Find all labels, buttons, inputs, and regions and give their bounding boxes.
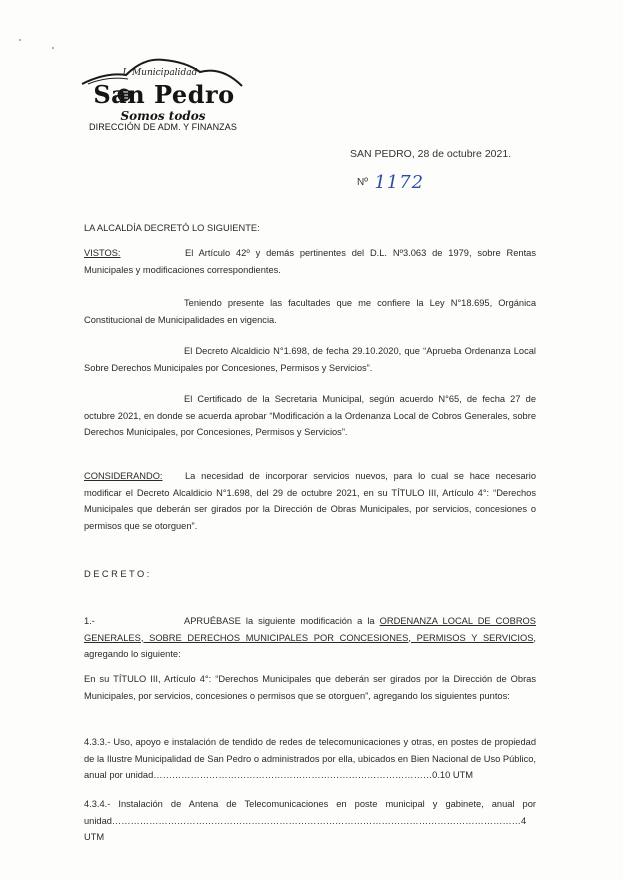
vistos-paragraph-3	[84, 343, 536, 376]
date-line: SAN PEDRO, 28 de octubre 2021.	[350, 148, 512, 160]
town-name: San Pedro	[93, 80, 235, 109]
vistos-1-text: El Artículo 42º y demás pertinentes del D.L. Nº3.063 de 1979, sobre Rentas Municipales y modificaciones correspondientes.	[84, 248, 536, 275]
vistos-4-text: El Certificado de la Secretaria Municipal, según acuerdo N°65, de fecha 27 de octubre 2021, en donde se acuerda aprobar “Modificación a la Ordenanza Local de Cobros Generales, sobre Derechos Municipales, por Concesiones, Permisos y Servicios”.	[84, 394, 536, 437]
department-name: DIRECCIÓN DE ADM. Y FINANZAS	[89, 122, 237, 132]
letterhead	[78, 58, 248, 138]
vistos-paragraph-4	[84, 391, 536, 441]
vistos-paragraph-1	[84, 245, 536, 278]
scan-speck	[19, 39, 21, 41]
decree-number	[357, 172, 424, 193]
decree-item-1	[84, 613, 536, 663]
tagline: Somos todos	[120, 109, 206, 123]
vistos-paragraph-2	[84, 295, 536, 328]
decreto-heading: DECRETO:	[84, 569, 152, 579]
considerando-text: La necesidad de incorporar servicios nuevos, para lo cual se hace necesario modificar el Decreto Alcaldicio N°1.698, del 29 de octubre 2021, en su TÍTULO III, Artículo 4°: “Derechos Municipales que deberán ser girados por la Dirección de Obras Municipales, por servicios, concesiones o permisos que se otorguen”.	[84, 471, 536, 531]
considerando-paragraph	[84, 468, 536, 534]
item-1-number: 1.-	[84, 616, 95, 626]
point-4-3-4: 4.3.4.- Instalación de Antena de Telecomunicaciones en poste municipal y gabinete, anual por unidad……………………………………………………………………………………………………………………4 UTM	[84, 799, 536, 842]
item-1-pre: la siguiente modificación a la	[245, 616, 375, 626]
number-value: 1172	[374, 172, 425, 193]
considerando-label: CONSIDERANDO:	[84, 471, 163, 481]
intro-line: LA ALCALDÍA DECRETÓ LO SIGUIENTE:	[84, 223, 260, 233]
item-1-post: agregando lo siguiente:	[84, 649, 181, 659]
vistos-2-text: Teniendo presente las facultades que me confiere la Ley N°18.695, Orgánica Constitucional de Municipalidades en vigencia.	[84, 298, 536, 325]
titulo-reference: En su TÍTULO III, Artículo 4°: “Derechos Municipales que deberán ser girados por la Dirección de Obras Municipales, por servicios, concesiones o permisos que se otorguen”, agregando los siguientes puntos:	[84, 674, 536, 701]
number-label: Nº	[357, 177, 368, 188]
municipality-label: I. Municipalidad	[122, 68, 198, 78]
item-1-verb: APRUÉBASE	[184, 616, 241, 626]
point-4-3-3: 4.3.3.- Uso, apoyo e instalación de tendido de redes de telecomunicaciones y otras, en postes de propiedad de la Ilustre Municipalidad de San Pedro o administrados por ella, ubicados en Bien Nacional de Uso Público, anual por unidad………………………………………………………………………………0.10 UTM	[84, 737, 536, 780]
scan-speck	[52, 47, 54, 49]
vistos-3-text: El Decreto Alcaldicio N°1.698, de fecha 29.10.2020, que “Aprueba Ordenanza Local Sobre Derechos Municipales por Concesiones, Permisos y Servicios”.	[84, 346, 536, 373]
item-1-ordinance: ORDENANZA LOCAL DE COBROS GENERALES, SOBRE DERECHOS MUNICIPALES POR CONCESIONES, PERMISOS Y SERVICIOS,	[84, 616, 536, 643]
vistos-label: VISTOS:	[84, 248, 121, 258]
